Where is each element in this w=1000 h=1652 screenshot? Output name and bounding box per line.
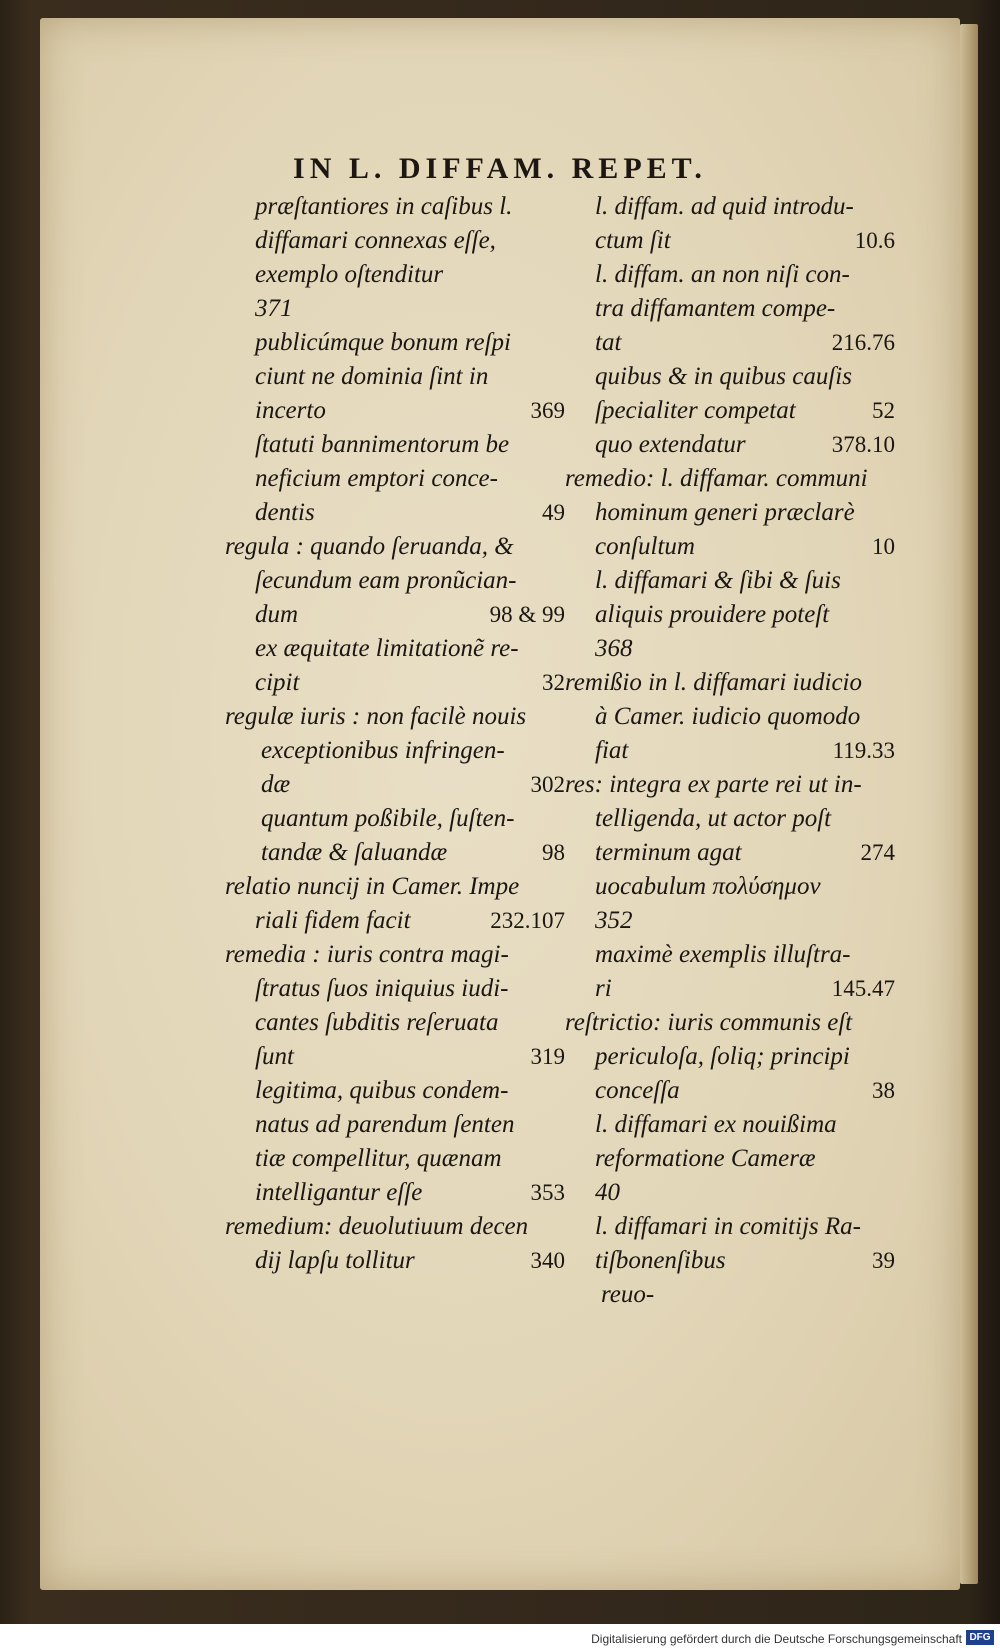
entry-text: uocabulum πολύσημον (595, 873, 821, 900)
left-index-entry (225, 496, 565, 530)
entry-text: l. diffam. an non niſi con- (595, 261, 850, 288)
entry-text: conſultum (595, 533, 695, 560)
entry-text: l. diffamari in comitijs Ra- (595, 1213, 861, 1240)
entry-page-ref: 119.33 (832, 738, 895, 763)
entry-text: 352 (595, 907, 633, 934)
entry-text: remißio in l. diffamari iudicio (565, 669, 862, 696)
left-index-entry (225, 1040, 565, 1074)
entry-text: l. diffam. ad quid introdu- (595, 193, 854, 220)
entry-text: res: integra ex parte rei ut in- (565, 771, 862, 798)
entry-page-ref: 38 (872, 1078, 895, 1103)
entry-text: publicúmque bonum reſpi (255, 329, 511, 356)
left-index-entry (225, 802, 565, 836)
left-index-entry (225, 938, 565, 972)
left-index-entry (225, 972, 565, 1006)
entry-text: ri (595, 975, 612, 1002)
entry-page-ref: 369 (530, 398, 565, 423)
entry-text: telligenda, ut actor poſt (595, 805, 832, 832)
entry-text: tiæ compellitur, quænam (255, 1145, 502, 1172)
entry-text: ctum ſit (595, 227, 671, 254)
left-index-entry (225, 1074, 565, 1108)
entry-text: quo extendatur (595, 431, 746, 458)
left-index-entry (225, 564, 565, 598)
right-index-entry (565, 292, 895, 326)
index-column-left (225, 190, 565, 1278)
right-index-entry (565, 870, 895, 904)
entry-page-ref: 10 (872, 534, 895, 559)
left-index-entry (225, 598, 565, 632)
entry-page-ref: 302 (530, 772, 565, 797)
left-index-entry (225, 870, 565, 904)
left-index-entry (225, 394, 565, 428)
left-index-entry (225, 734, 565, 768)
right-index-entry (565, 768, 895, 802)
right-index-entry (565, 564, 895, 598)
left-index-entry (225, 428, 565, 462)
right-index-entry (565, 326, 895, 360)
entry-text: ex æquitate limitationẽ re- (255, 635, 519, 662)
entry-text: regulæ iuris : non facilè nouis (225, 703, 527, 730)
entry-page-ref: 216.76 (831, 330, 895, 355)
right-index-entry (565, 1040, 895, 1074)
left-index-entry (225, 224, 565, 258)
entry-text: incerto (255, 397, 326, 424)
entry-text: riali fidem facit (255, 907, 411, 934)
right-index-entry (565, 802, 895, 836)
entry-text: fiat (595, 737, 629, 764)
entry-text: à Camer. iudicio quomodo (595, 703, 861, 730)
entry-page-ref: 232.107 (490, 908, 565, 933)
right-index-entry (565, 428, 895, 462)
right-index-entry (565, 1278, 895, 1312)
left-index-entry (225, 768, 565, 802)
entry-text: legitima, quibus condem- (255, 1077, 509, 1104)
entry-text: 40 (595, 1179, 620, 1206)
entry-text: ſunt (255, 1043, 294, 1070)
entry-text: l. diffamari ex nouißima (595, 1111, 837, 1138)
right-index-entry (565, 1244, 895, 1278)
entry-text: tra diffamantem compe- (595, 295, 836, 322)
entry-text: remedio: l. diffamar. communi (565, 465, 868, 492)
entry-page-ref: 98 (542, 840, 565, 865)
right-index-entry (565, 904, 895, 938)
entry-text: tandæ & ſaluandæ (261, 839, 448, 866)
entry-text: exemplo oſtenditur (255, 261, 444, 288)
right-index-entry (565, 734, 895, 768)
right-index-entry (565, 360, 895, 394)
entry-text: neficium emptori conce- (255, 465, 498, 492)
running-header: IN L. DIFFAM. REPET. (293, 152, 707, 185)
left-index-entry (225, 1210, 565, 1244)
right-index-entry (565, 258, 895, 292)
entry-text: hominum generi præclarè (595, 499, 855, 526)
entry-text: 368 (595, 635, 633, 662)
right-index-entry (565, 1074, 895, 1108)
left-index-entry (225, 326, 565, 360)
entry-text: regula : quando ſeruanda, & (225, 533, 514, 560)
entry-page-ref: 145.47 (831, 976, 895, 1001)
right-index-entry (565, 598, 895, 632)
entry-page-ref: 378.10 (831, 432, 895, 457)
dfg-logo: DFG (966, 1630, 994, 1645)
left-index-entry (225, 190, 565, 224)
right-index-entry (565, 1210, 895, 1244)
left-index-entry (225, 1176, 565, 1210)
right-index-entry (565, 700, 895, 734)
right-index-entry (565, 394, 895, 428)
left-index-entry (225, 1142, 565, 1176)
left-index-entry (225, 1244, 565, 1278)
left-index-entry (225, 700, 565, 734)
left-index-entry (225, 632, 565, 666)
entry-text: reuo- (601, 1281, 655, 1308)
entry-text: dij lapſu tollitur (255, 1247, 415, 1274)
right-index-entry (565, 666, 895, 700)
entry-text: cipit (255, 669, 300, 696)
left-index-entry (225, 904, 565, 938)
entry-page-ref: 353 (530, 1180, 565, 1205)
entry-text: ſtatuti bannimentorum be (255, 431, 510, 458)
left-index-entry (225, 258, 565, 292)
right-index-entry (565, 224, 895, 258)
entry-page-ref: 52 (872, 398, 895, 423)
entry-text: diffamari connexas eſſe, (255, 227, 496, 254)
entry-text: 371 (255, 295, 293, 322)
entry-text: dæ (261, 771, 291, 798)
entry-text: quantum poßibile, ſuſten- (261, 805, 515, 832)
left-index-entry (225, 1006, 565, 1040)
entry-page-ref: 49 (542, 500, 565, 525)
page-edge (960, 24, 978, 1584)
entry-text: quibus & in quibus cauſis (595, 363, 852, 390)
entry-page-ref: 340 (530, 1248, 565, 1273)
footer-credit: Digitalisierung gefördert durch die Deutsche Forschungsgemeinschaft (591, 1632, 962, 1646)
entry-text: dum (255, 601, 299, 628)
left-index-entry (225, 836, 565, 870)
entry-page-ref: 274 (860, 840, 895, 865)
entry-text: ſpecialiter competat (595, 397, 796, 424)
entry-text: l. diffamari & ſibi & ſuis (595, 567, 841, 594)
entry-text: remedium: deuolutiuum decen (225, 1213, 529, 1240)
entry-text: ſecundum eam pronũcian- (255, 567, 517, 594)
right-index-entry (565, 1142, 895, 1176)
right-index-entry (565, 1108, 895, 1142)
entry-text: aliquis prouidere poteſt (595, 601, 830, 628)
entry-text: relatio nuncij in Camer. Impe (225, 873, 520, 900)
left-index-entry (225, 462, 565, 496)
right-index-entry (565, 632, 895, 666)
right-index-entry (565, 938, 895, 972)
right-index-entry (565, 972, 895, 1006)
right-index-entry (565, 496, 895, 530)
right-index-entry (565, 462, 895, 496)
entry-text: ciunt ne dominia ſint in (255, 363, 489, 390)
right-index-entry (565, 1006, 895, 1040)
entry-text: tat (595, 329, 622, 356)
right-index-entry (565, 190, 895, 224)
left-index-entry (225, 1108, 565, 1142)
entry-text: exceptionibus infringen- (261, 737, 505, 764)
entry-text: periculoſa, ſoliq; principi (595, 1043, 850, 1070)
entry-page-ref: 319 (530, 1044, 565, 1069)
entry-text: ſtratus ſuos iniquius iudi- (255, 975, 509, 1002)
entry-text: præſtantiores in caſibus l. (255, 193, 513, 220)
entry-page-ref: 10.6 (854, 228, 895, 253)
entry-text: maximè exemplis illuſtra- (595, 941, 851, 968)
entry-text: intelligantur eſſe (255, 1179, 423, 1206)
digitization-footer (0, 1624, 1000, 1652)
right-index-entry (565, 530, 895, 564)
entry-text: cantes ſubditis reſeruata (255, 1009, 499, 1036)
entry-page-ref: 32 (542, 670, 565, 695)
entry-text: natus ad parendum ſenten (255, 1111, 515, 1138)
entry-text: tiſbonenſibus (595, 1247, 726, 1274)
entry-text: conceſſa (595, 1077, 680, 1104)
entry-page-ref: 39 (872, 1248, 895, 1273)
left-index-entry (225, 292, 565, 326)
entry-text: reformatione Cameræ (595, 1145, 816, 1172)
entry-text: dentis (255, 499, 315, 526)
entry-text: remedia : iuris contra magi- (225, 941, 509, 968)
entry-text: reſtrictio: iuris communis eſt (565, 1009, 853, 1036)
entry-page-ref: 98 & 99 (489, 602, 565, 627)
right-index-entry (565, 836, 895, 870)
index-column-right (565, 190, 895, 1312)
right-index-entry (565, 1176, 895, 1210)
left-index-entry (225, 530, 565, 564)
left-index-entry (225, 360, 565, 394)
left-index-entry (225, 666, 565, 700)
entry-text: terminum agat (595, 839, 742, 866)
